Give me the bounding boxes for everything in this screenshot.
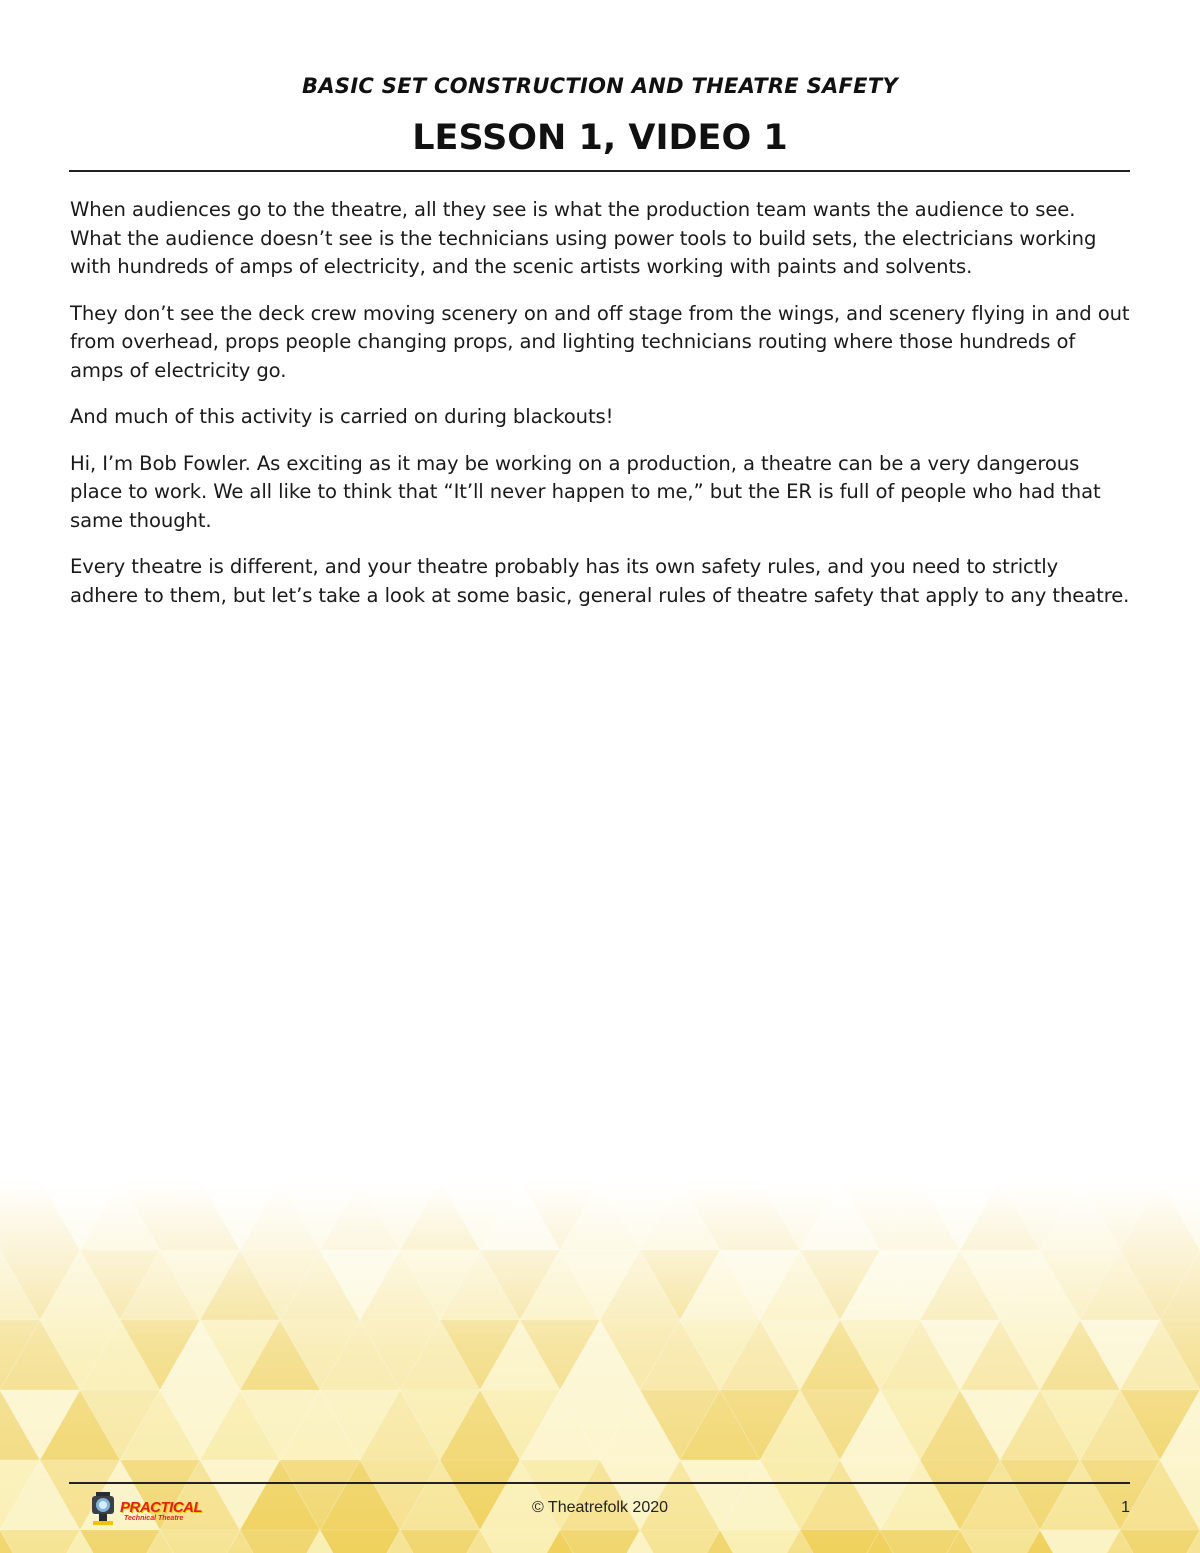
paragraph: When audiences go to the theatre, all they see is what the production team wants the audience to see. What the audience doesn’t see is the technicians using power tools to build sets, the electricians working with hundreds of amps of electricity, and the scenic artists working with paints and solvents. bbox=[70, 198, 1097, 278]
paragraph: Hi, I’m Bob Fowler. As exciting as it may be working on a production, a theatre can be a very dangerous place to work. We all like to think that “It’ll never happen to me,” but the ER is full of people who had that same thought. bbox=[70, 451, 1101, 532]
paragraph: Every theatre is different, and your theatre probably has its own safety rules, and you need to strictly adhere to them, but let’s take a look at some basic, general rules of theatre safety that apply to any theatre. bbox=[70, 555, 1130, 607]
logo-wordmark: PRACTICAL bbox=[120, 1499, 203, 1516]
document-title: LESSON 1, VIDEO 1 bbox=[412, 118, 788, 158]
page-number: 1 bbox=[1121, 1499, 1130, 1516]
footer-divider bbox=[69, 1482, 1130, 1484]
paragraph: And much of this activity is carried on during blackouts! bbox=[70, 405, 614, 428]
header-divider bbox=[69, 170, 1130, 172]
document-subtitle: BASIC SET CONSTRUCTION AND THEATRE SAFETY bbox=[302, 74, 898, 98]
copyright-notice: © Theatrefolk 2020 bbox=[531, 1499, 669, 1516]
paragraph: They don’t see the deck crew moving scenery on and off stage from the wings, and scenery flying in and out from overhead, props people changing props, and lighting technicians routing where those hundreds of amps of electricity go. bbox=[70, 301, 1130, 382]
logo-tagline: Technical Theatre bbox=[124, 1515, 184, 1522]
transcript-body bbox=[70, 196, 1132, 628]
